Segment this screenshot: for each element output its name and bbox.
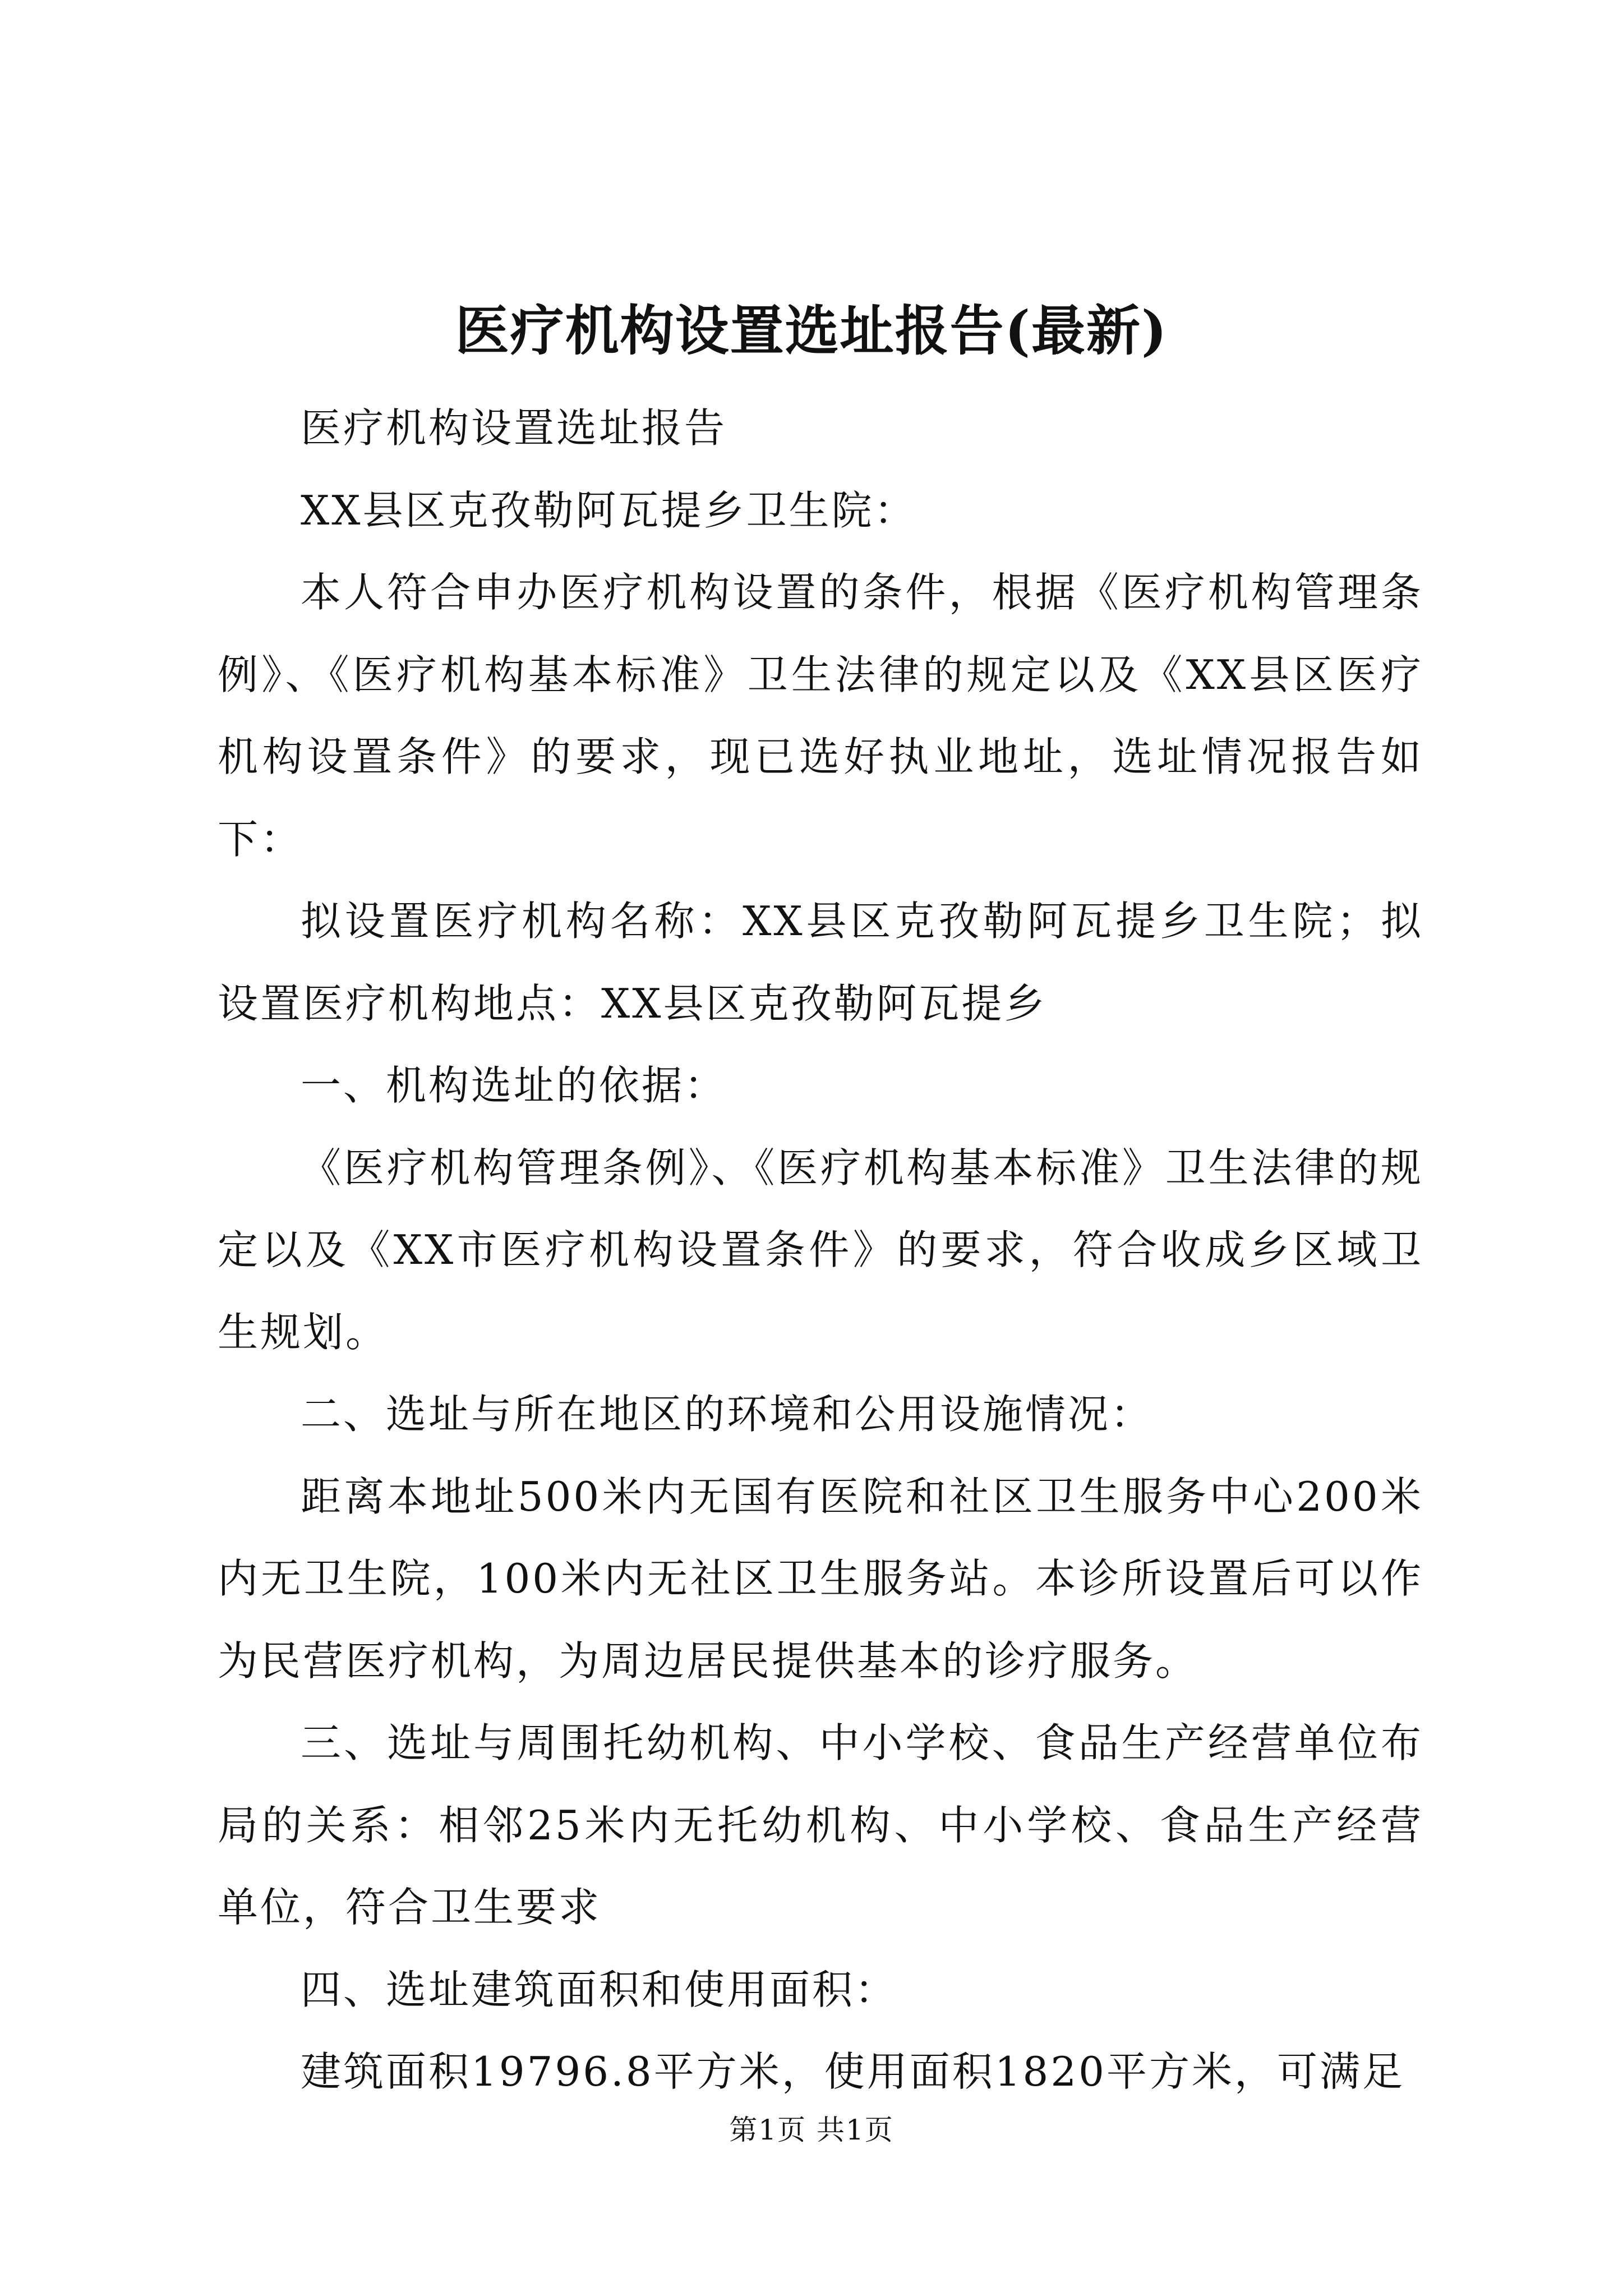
paragraph-institution: 拟设置医疗机构名称：XX县区克孜勒阿瓦提乡卫生院；拟设置医疗机构地点：XX县区克孜勒阿瓦提乡 [218, 898, 1423, 1027]
section-heading-4: 四、选址建筑面积和使用面积： [301, 1966, 898, 2013]
section-heading-1: 一、机构选址的依据： [301, 1062, 727, 1109]
document-title: 医疗机构设置选址报告(最新) [455, 299, 1168, 362]
document-body [218, 387, 1423, 2113]
page-footer: 第1页 共1页 [729, 2114, 894, 2146]
section-body-2: 距离本地址500米内无国有医院和社区卫生服务中心200米内无卫生院，100米内无社区卫生服务站。本诊所设置后可以作为民营医疗机构，为周边居民提供基本的诊疗服务。 [218, 1473, 1423, 1685]
paragraph-heading: 医疗机构设置选址报告 [301, 404, 727, 452]
paragraph-intro: 本人符合申办医疗机构设置的条件，根据《医疗机构管理条例》、《医疗机构基本标准》卫生法律的规定以及《XX县区医疗机构设置条件》的要求，现已选好执业地址，选址情况报告如下： [218, 569, 1423, 863]
section-heading-2: 二、选址与所在地区的环境和公用设施情况： [301, 1391, 1154, 1438]
section-body-4: 建筑面积19796.8平方米，使用面积1820平方米，可满足 [301, 2048, 1405, 2095]
section-body-1: 《医疗机构管理条例》、《医疗机构基本标准》卫生法律的规定以及《XX市医疗机构设置条件》的要求，符合收成乡区域卫生规划。 [218, 1144, 1423, 1356]
paragraph-addressee: XX县区克孜勒阿瓦提乡卫生院： [301, 486, 917, 534]
section-3: 三、选址与周围托幼机构、中小学校、食品生产经营单位布局的关系：相邻25米内无托幼机构、中小学校、食品生产经营单位，符合卫生要求 [218, 1719, 1423, 1931]
